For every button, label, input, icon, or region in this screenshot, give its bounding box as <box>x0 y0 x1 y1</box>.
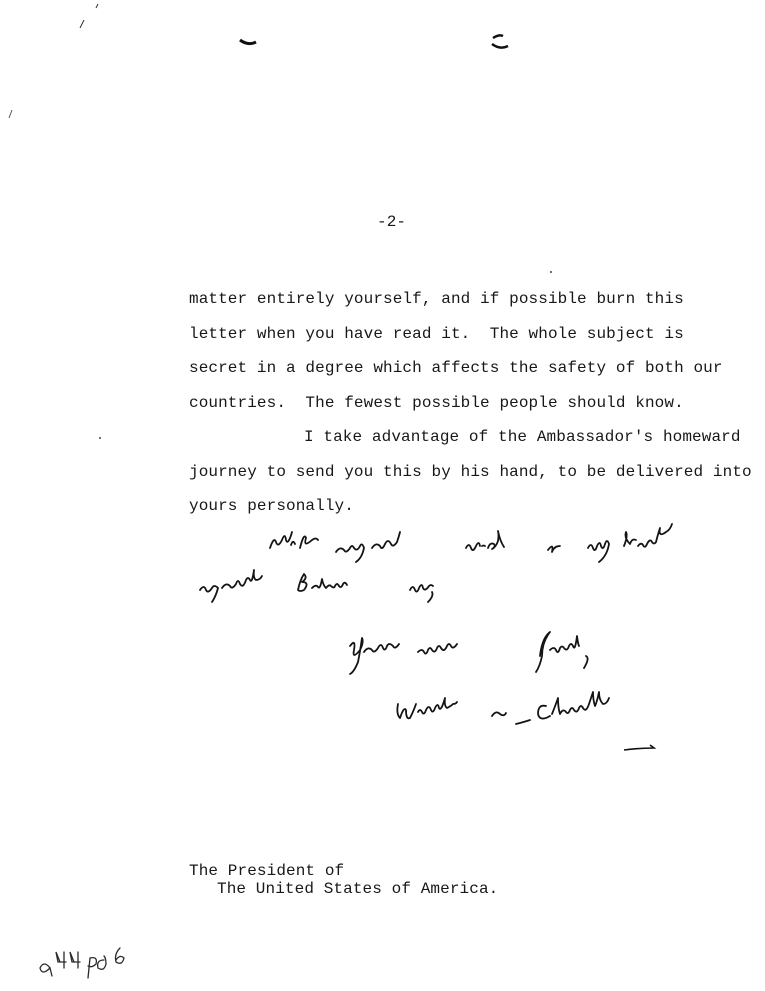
body-line-6: journey to send you this by his hand, to be delivered into <box>189 463 752 481</box>
body-line-4: countries. The fewest possible people should know. <box>189 394 684 412</box>
page-number: -2- <box>377 213 407 231</box>
recipient-line-2: The United States of America. <box>217 880 499 898</box>
body-line-5: I take advantage of the Ambassador's homeward <box>304 428 741 446</box>
recipient-line-1: The President of <box>189 862 345 880</box>
body-line-3: secret in a degree which affects the safety of both our <box>189 359 723 377</box>
archive-mark-ink <box>40 948 124 978</box>
body-line-2: letter when you have read it. The whole subject is <box>189 325 684 343</box>
body-line-1: matter entirely yourself, and if possible burn this <box>189 290 684 308</box>
body-line-7: yours personally. <box>189 497 354 515</box>
